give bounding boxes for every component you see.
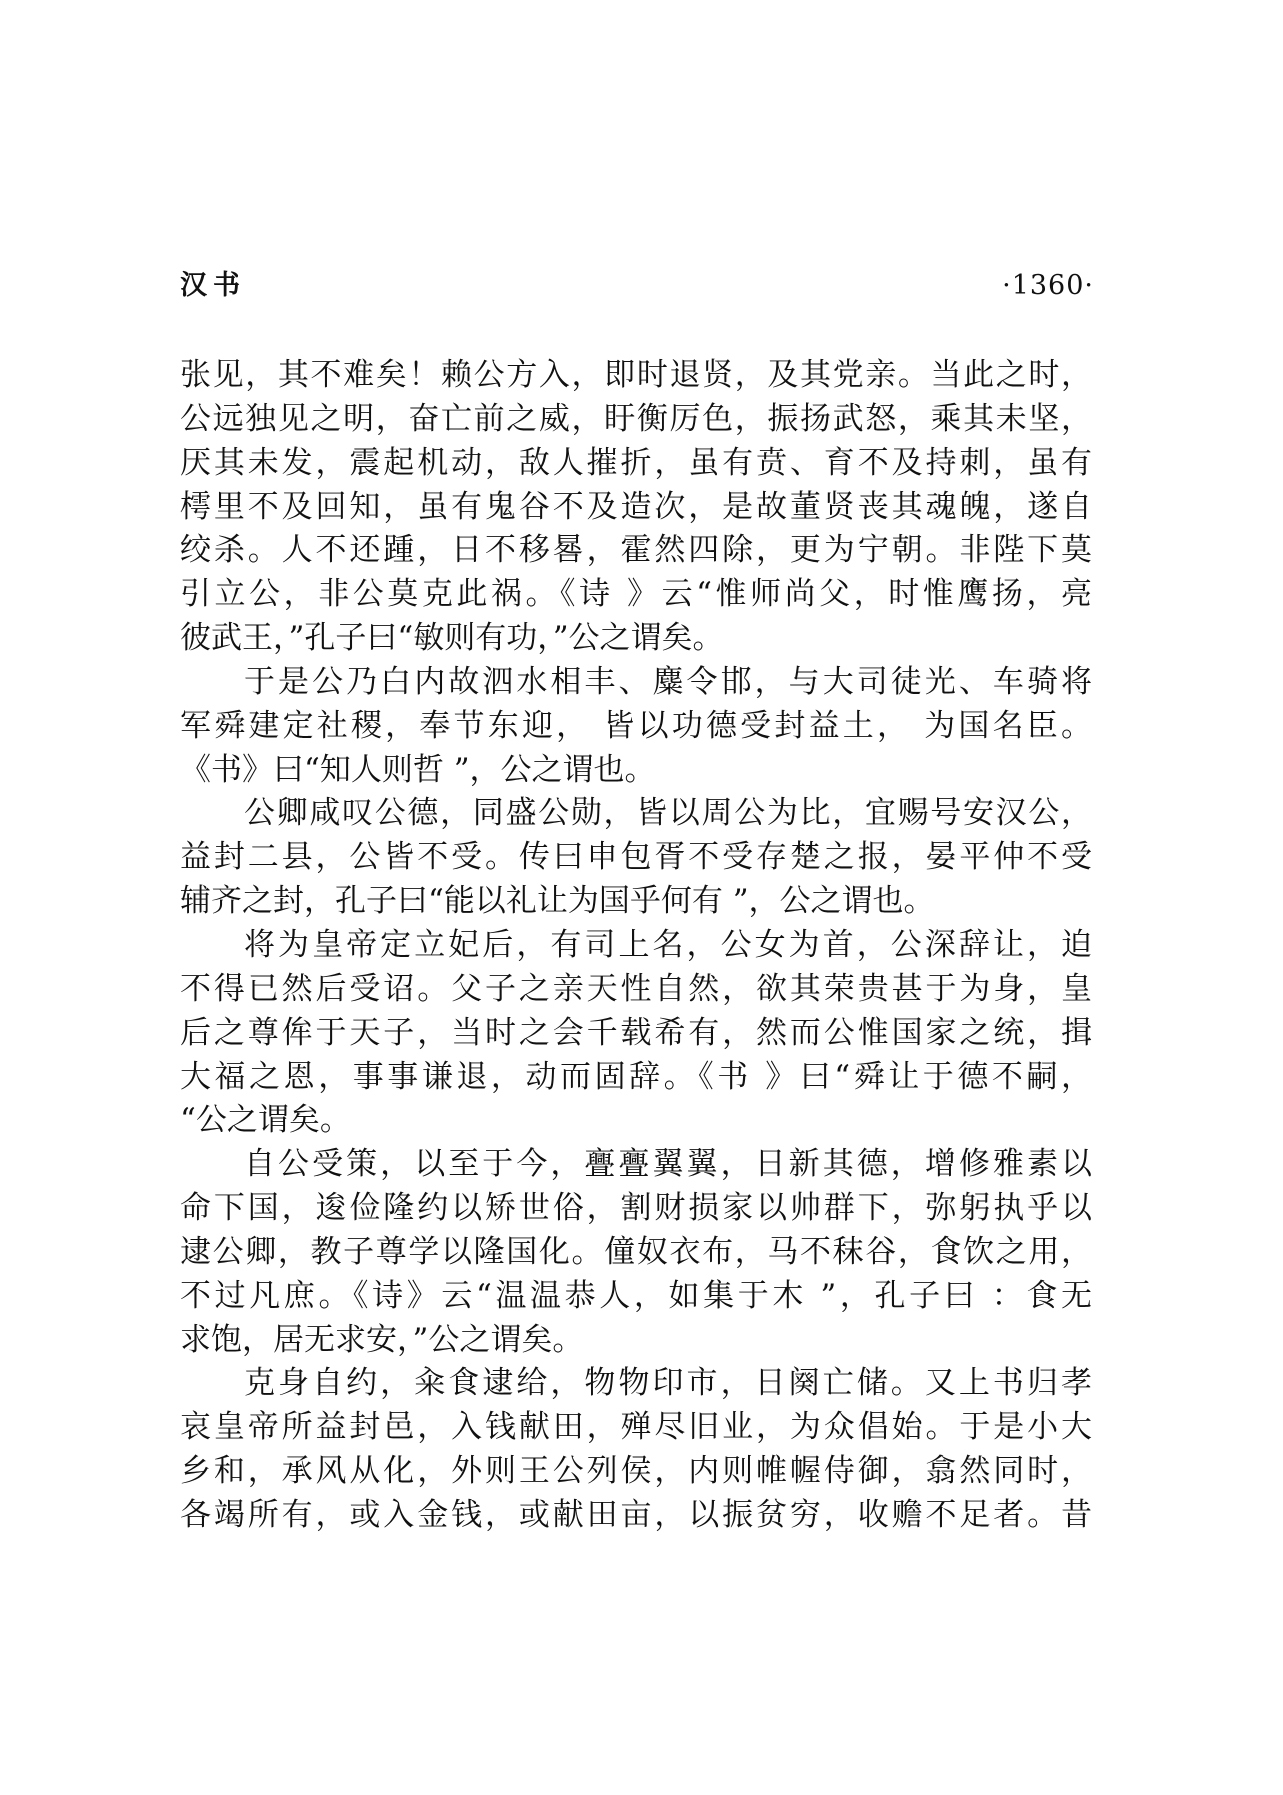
text-line: 厌其未发，震起机动，敌人摧折，虽有贲、育不及持刺，虽有 [180, 444, 1092, 481]
text-body [180, 354, 1092, 1538]
page-header [180, 266, 1094, 306]
text-line: 不得已然后受诏。父子之亲天性自然，欲其荣贵甚于为身，皇 [180, 970, 1092, 1007]
text-line: 于是公乃白内故泗水相丰、麋令邯，与大司徒光、车骑将 [244, 663, 1092, 700]
text-line: 哀皇帝所益封邑，入钱献田，殚尽旧业，为众倡始。于是小大 [180, 1409, 1092, 1446]
text-line: 命下国，逡俭隆约以矫世俗，割财损家以帅群下，弥躬执乎以 [180, 1190, 1092, 1227]
text-line: 求饱，居无求安，”公之谓矣。 [180, 1321, 584, 1358]
text-line: 绞杀。人不还踵，日不移晷，霍然四除，更为宁朝。非陛下莫 [180, 532, 1092, 569]
text-line: 彼武王，”孔子曰“敏则有功，”公之谓矣。 [180, 620, 724, 657]
text-line: 不过凡庶。《诗》云“温温恭人，如集于木 ”，孔子曰 ：食无 [180, 1277, 1092, 1314]
book-title: 汉书 [180, 270, 246, 301]
text-line: 军舜建定社稷，奉节东迎， 皆以功德受封益土， 为国名臣。 [180, 707, 1092, 744]
text-line: 张见，其不难矣！赖公方入，即时退贤，及其党亲。当此之时， [180, 357, 1092, 393]
text-line: 自公受策，以至于今，亹亹翼翼，日新其德，增修雅素以 [244, 1146, 1092, 1183]
text-line: 樗里不及回知，虽有鬼谷不及造次，是故董贤丧其魂魄，遂自 [180, 488, 1092, 525]
text-line: 引立公，非公莫克此祸。《诗 》云“惟师尚父，时惟鹰扬，亮 [180, 576, 1092, 613]
text-line: “公之谓矣。 [180, 1102, 351, 1139]
text-line: 后之尊侔于天子，当时之会千载希有，然而公惟国家之统，揖 [180, 1014, 1092, 1051]
text-line: 克身自约，籴食逮给，物物印市，日阕亡储。又上书归孝 [244, 1365, 1092, 1402]
text-line: 乡和，承风从化，外则王公列侯，内则帷幄侍御，翕然同时， [180, 1453, 1092, 1490]
text-line: 辅齐之封，孔子曰“能以礼让为国乎何有 ”，公之谓也。 [180, 883, 935, 920]
text-line: 大福之恩，事事谦退，动而固辞。《书 》曰“舜让于德不嗣， [180, 1058, 1092, 1095]
text-line: 逮公卿，教子尊学以隆国化。僮奴衣布，马不秣谷，食饮之用， [180, 1233, 1092, 1270]
text-line: 各竭所有，或入金钱，或献田亩，以振贫穷，收赡不足者。昔 [180, 1496, 1092, 1533]
text-line: 《书》曰“知人则哲 ”，公之谓也。 [180, 751, 656, 788]
text-line: 公卿咸叹公德，同盛公勋，皆以周公为比，宜赐号安汉公， [244, 795, 1092, 832]
text-line: 公远独见之明，奋亡前之威，盱衡厉色，振扬武怒，乘其未坚， [180, 400, 1092, 437]
text-line: 将为皇帝定立妃后，有司上名，公女为首，公深辞让，迫 [244, 926, 1092, 963]
text-line: 益封二县，公皆不受。传曰申包胥不受存楚之报，晏平仲不受 [180, 839, 1092, 876]
page-number: ·1360· [1002, 270, 1094, 301]
